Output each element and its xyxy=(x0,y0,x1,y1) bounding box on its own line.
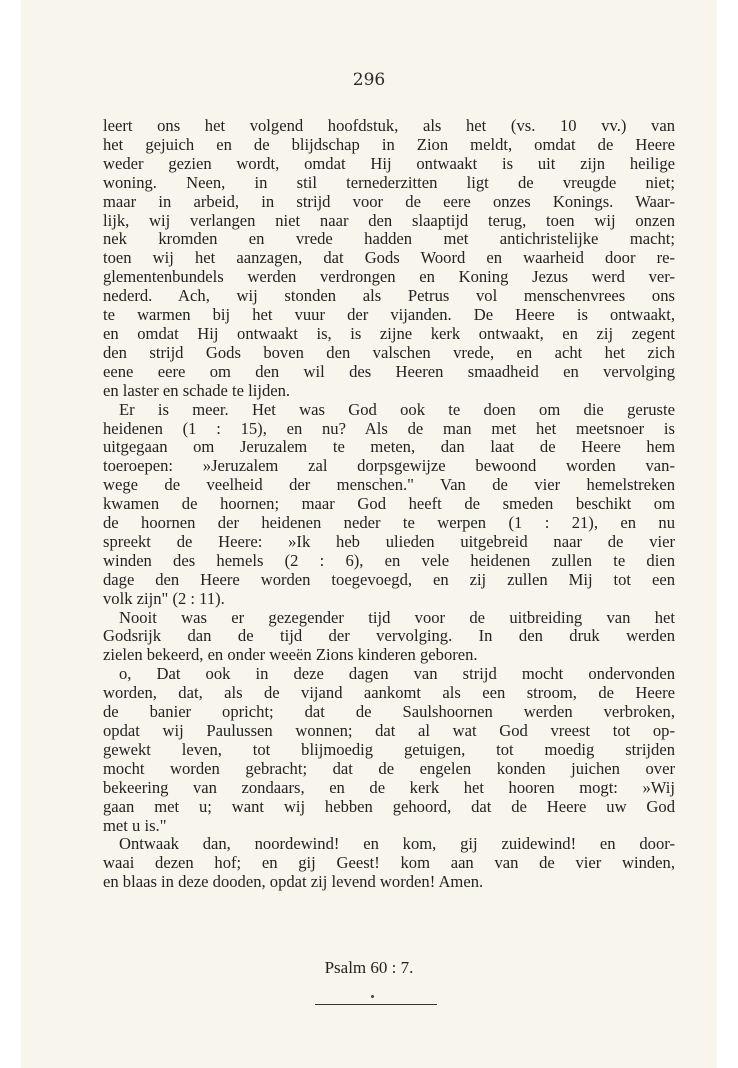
paragraph xyxy=(103,665,675,835)
page-number: 296 xyxy=(352,70,386,90)
closing-rule xyxy=(315,1004,437,1005)
text-line: winden des hemels (2 : 6), en vele heidenen zullen te dien xyxy=(103,550,675,570)
paragraph xyxy=(103,835,675,892)
text-line: zielen bekeerd, en onder weeën Zions kinderen geboren. xyxy=(103,645,478,665)
paragraph xyxy=(103,401,675,609)
text-line: opdat wij Paulussen wonnen; dat al wat God vreest tot op- xyxy=(103,721,675,740)
text-line: en blaas in deze dooden, opdat zij levend worden! Amen. xyxy=(103,872,484,892)
psalm-reference: Psalm 60 : 7. xyxy=(324,958,414,977)
text-line: mocht worden gebracht; dat de engelen konden juichen over xyxy=(103,758,675,778)
text-line: Er is meer. Het was God ook te doen om die geruste xyxy=(119,399,675,419)
text-line: gaan met u; want wij hebben gehoord, dat de Heere uw God xyxy=(103,796,675,816)
text-line: uitgegaan om Jeruzalem te meten, dan laat de Heere hem xyxy=(103,437,675,457)
text-line: bekeering van zondaars, en de kerk het hooren mogt: »Wij xyxy=(103,777,675,797)
text-line: toeroepen: »Jeruzalem zal dorpsgewijze bewoond worden van- xyxy=(103,456,675,476)
text-line: spreekt de Heere: »Ik heb ulieden uitgebreid naar de vier xyxy=(103,531,675,551)
text-line: volk zijn" (2 : 11). xyxy=(103,588,225,608)
text-line: weder gezien wordt, omdat Hij ontwaakt is uit zijn heilige xyxy=(103,153,675,173)
text-line: en laster en schade te lijden. xyxy=(103,380,291,400)
text-line: o, Dat ook in deze dagen van strijd mocht ondervonden xyxy=(119,664,675,684)
text-line: het gejuich en de blijdschap in Zion meldt, omdat de Heere xyxy=(103,134,675,154)
text-line: Ontwaak dan, noordewind! en kom, gij zuidewind! en door- xyxy=(119,834,675,854)
text-line: glementenbundels werden verdrongen en Koning Jezus werd ver- xyxy=(103,267,675,287)
text-line: lijk, wij verlangen niet naar den slaaptijd terug, toen wij onzen xyxy=(103,210,675,230)
body-text xyxy=(103,117,675,892)
text-line: maar in arbeid, in strijd voor de eere onzes Konings. Waar- xyxy=(103,191,675,211)
text-line: eene eere om den wil des Heeren smaadheid en vervolging xyxy=(103,361,675,381)
text-line: en omdat Hij ontwaakt is, is zijne kerk ontwaakt, en zij zegent xyxy=(103,323,675,343)
book-page xyxy=(21,0,717,1068)
text-line: waai dezen hof; en gij Geest! kom aan van de vier winden, xyxy=(103,853,675,873)
text-line: wege de veelheid der menschen." Van de vier hemelstreken xyxy=(103,475,675,495)
text-line: Nooit was er gezegender tijd voor de uitbreiding van het xyxy=(119,607,675,627)
text-line: nederd. Ach, wij stonden als Petrus vol menschenvrees ons xyxy=(103,286,675,306)
text-line: kwamen de hoornen; maar God heeft de smeden beschikt om xyxy=(103,494,675,514)
text-line: nek kromden en vrede hadden met antichristelijke macht; xyxy=(103,229,675,249)
text-line: leert ons het volgend hoofdstuk, als het (vs. 10 vv.) van xyxy=(103,116,675,135)
rule-dot xyxy=(371,995,374,998)
text-line: de banier opricht; dat de Saulshoornen werden verbroken, xyxy=(103,702,675,722)
text-line: de hoornen der heidenen neder te werpen (1 : 21), en nu xyxy=(103,513,675,533)
text-line: woning. Neen, in stil ternederzitten ligt de vreugde niet; xyxy=(103,172,675,192)
text-line: den strijd Gods boven den valschen vrede, en acht het zich xyxy=(103,342,675,362)
text-line: Godsrijk dan de tijd der vervolging. In den druk werden xyxy=(103,626,675,646)
paragraph xyxy=(103,117,675,401)
paragraph xyxy=(103,609,675,666)
text-line: dage den Heere worden toegevoegd, en zij zullen Mij tot een xyxy=(103,569,675,589)
text-line: heidenen (1 : 15), en nu? Als de man met het meetsnoer is xyxy=(103,418,675,438)
text-line: worden, dat, als de vijand aankomt als een stroom, de Heere xyxy=(103,683,675,703)
text-line: gewekt leven, tot blijmoedig getuigen, tot moedig strijden xyxy=(103,739,675,759)
text-line: toen wij het aanzagen, dat Gods Woord en waarheid door re- xyxy=(103,248,675,268)
text-line: te warmen bij het vuur der vijanden. De Heere is ontwaakt, xyxy=(103,305,675,325)
text-line: met u is." xyxy=(103,815,167,835)
